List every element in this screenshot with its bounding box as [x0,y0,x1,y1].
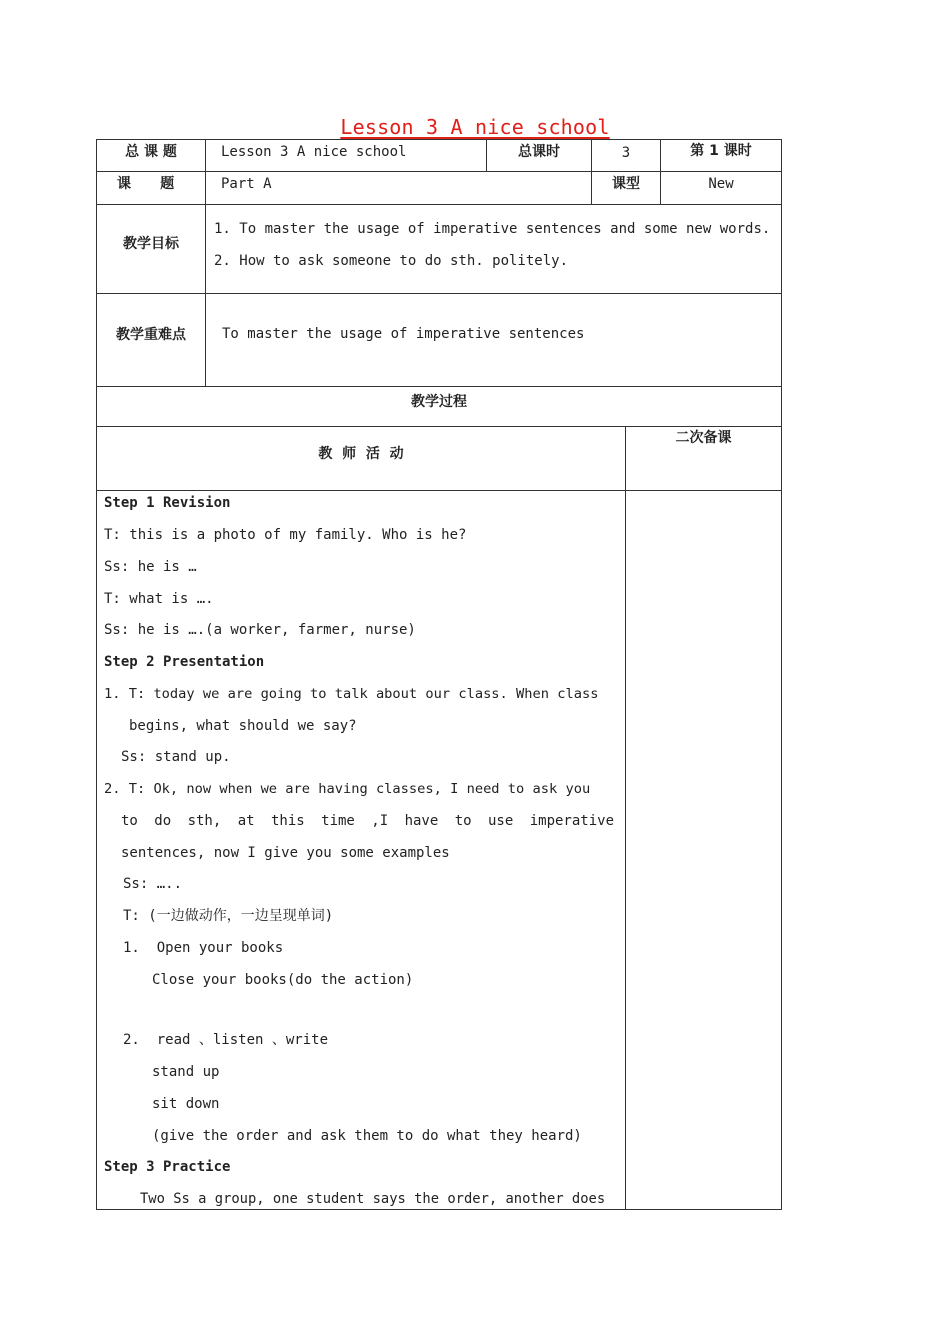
key-points-value: To master the usage of imperative sentences [222,326,585,342]
step-2-title: Step 2 Presentation [104,654,265,670]
step-3-line: Two Ss a group, one student says the order, another does [140,1191,606,1207]
step-2-line: 2. read 、listen 、write [123,1032,329,1048]
total-hours-label: 总课时 [518,144,560,160]
step-3-title: Step 3 Practice [104,1159,231,1175]
topic-value: Lesson 3 A nice school [221,144,407,160]
step-2-line: sit down [152,1096,220,1112]
step-1-line: Ss: he is ….(a worker, farmer, nurse) [104,622,416,638]
total-hours-value: 3 [621,145,631,161]
period-label: 第 1 课时 [690,143,752,159]
step-1-line: Ss: he is … [104,559,197,575]
step-2-line: Ss: ….. [123,876,183,892]
step-2-line: begins, what should we say? [129,718,357,734]
goal-item-2: 2. How to ask someone to do sth. politely. [214,253,569,269]
lesson-value: Part A [221,176,272,192]
step-2-line: stand up [152,1064,220,1080]
topic-label: 总 课 题 [125,144,177,160]
step-2-line: 1. T: today we are going to talk about our class. When class [104,686,599,702]
goals-label: 教学目标 [123,236,179,252]
key-points-label: 教学重难点 [116,327,186,343]
type-label: 课型 [612,176,640,192]
type-value: New [708,176,734,192]
document-title: Lesson 3 A nice school [340,115,610,139]
step-2-line: 2. T: Ok, now when we are having classes, I need to ask you [104,781,591,797]
lesson-label: 课 题 [117,176,175,192]
second-prep-label: 二次备课 [675,430,732,446]
teacher-activity-label: 教 师 活 动 [318,446,404,462]
step-1-title: Step 1 Revision [104,495,231,511]
step-2-line: to do sth, at this time ,I have to use imperative [121,813,615,829]
goal-item-1: 1. To master the usage of imperative sentences and some new words. [214,221,771,237]
step-1-line: T: what is …. [104,591,214,607]
step-2-line: Ss: stand up. [121,749,231,765]
step-2-line: Close your books(do the action) [152,972,414,988]
step-2-line: (give the order and ask them to do what they heard) [152,1128,582,1144]
step-2-line: T: (一边做动作，一边呈现单词) [123,908,334,924]
step-2-line: sentences, now I give you some examples [121,845,450,861]
process-label: 教学过程 [411,394,467,410]
step-2-line: 1. Open your books [123,940,284,956]
step-1-line: T: this is a photo of my family. Who is he? [104,527,467,543]
